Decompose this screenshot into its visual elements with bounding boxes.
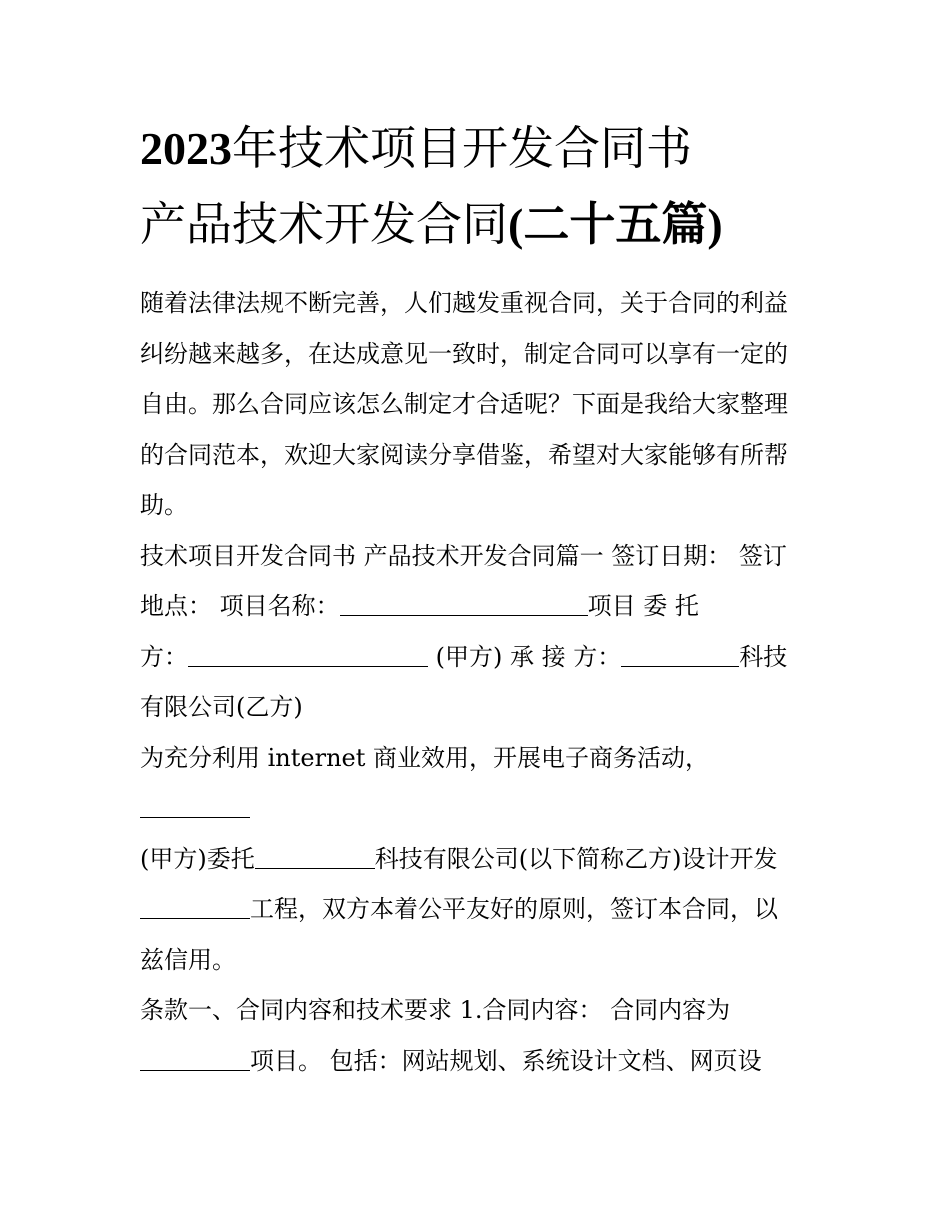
fill-in-blank — [255, 848, 375, 869]
paragraph-line — [140, 581, 840, 632]
fill-in-blank — [188, 646, 428, 667]
text-segment: 科技 — [739, 642, 788, 671]
text-segment: 地点： 项目名称： — [140, 592, 340, 620]
text-segment: 项目 委 托 — [587, 592, 699, 620]
text-segment: (甲方)委托 — [140, 844, 255, 873]
title-line-2-paren: (二十五篇) — [508, 199, 723, 250]
text-segment: (甲方) 承 接 方： — [428, 642, 622, 671]
title-line-2-text: 产品技术开发合同 — [140, 197, 508, 251]
paragraph-line: 技术项目开发合同书 产品技术开发合同篇一 签订日期： 签订 — [140, 541, 787, 570]
fill-in-blank — [621, 646, 739, 667]
paragraph-line — [140, 1036, 840, 1087]
title-year: 2023 — [140, 123, 232, 174]
paragraph-line — [140, 783, 840, 834]
paragraph-line: 为充分利用 internet 商业效用，开展电子商务活动， — [140, 743, 710, 772]
document-title-line-2 — [140, 194, 840, 255]
intro-line: 纠纷越来越多，在达成意见一致时，制定合同可以享有一定的 — [140, 339, 788, 368]
title-line-1-text: 年技术项目开发合同书 — [232, 121, 692, 175]
intro-line: 助。 — [140, 491, 188, 519]
text-segment: 科技有限公司(以下简称乙方)设计开发 — [374, 844, 778, 873]
paragraph-line — [140, 884, 840, 935]
fill-in-blank — [140, 898, 250, 919]
intro-line: 随着法律法规不断完善，人们越发重视合同，关于合同的利益 — [140, 289, 788, 317]
text-segment: 方： — [140, 642, 188, 671]
fill-in-blank — [140, 797, 250, 818]
paragraph-line: 兹信用。 — [140, 945, 236, 974]
document-body — [140, 278, 840, 1086]
fill-in-blank — [340, 595, 588, 616]
text-segment: 工程，双方本着公平友好的原则，签订本合同，以 — [250, 895, 778, 923]
fill-in-blank — [140, 1050, 250, 1071]
paragraph-line — [140, 632, 840, 683]
intro-line: 的合同范本，欢迎大家阅读分享借鉴，希望对大家能够有所帮 — [140, 440, 788, 469]
intro-line: 自由。那么合同应该怎么制定才合适呢？下面是我给大家整理 — [140, 390, 788, 418]
paragraph-line: 条款一、合同内容和技术要求 1.合同内容： 合同内容为 — [140, 996, 731, 1024]
text-segment: 项目。 包括：网站规划、系统设计文档、网页设 — [250, 1046, 762, 1075]
paragraph-line: 有限公司(乙方) — [140, 693, 303, 721]
paragraph-line — [140, 834, 840, 885]
document-title-line-1 — [140, 118, 840, 179]
